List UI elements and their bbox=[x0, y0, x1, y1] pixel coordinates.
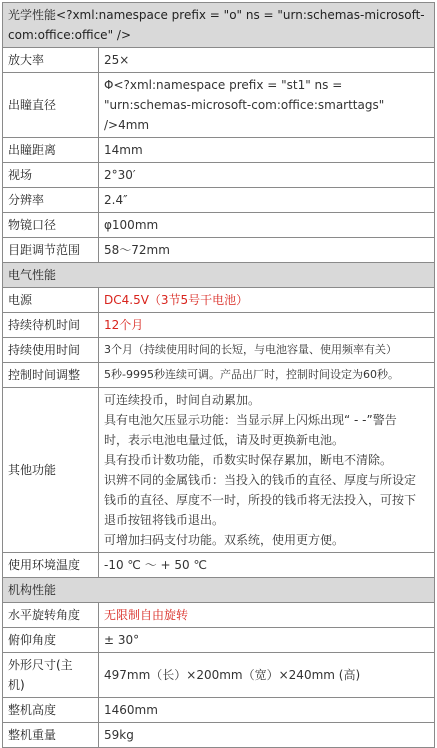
timer-value: 5秒-9995秒连续可调。产品出厂时，控制时间设定为60秒。 bbox=[99, 363, 435, 388]
power-value: DC4.5V（3节5号干电池） bbox=[99, 288, 435, 313]
temperature-value: -10 ℃ ～ + 50 ℃ bbox=[99, 553, 435, 578]
table-row-usage bbox=[3, 338, 435, 363]
table-row-magnification bbox=[3, 48, 435, 73]
magnification-label: 放大率 bbox=[3, 48, 99, 73]
dimensions-value: 497mm（长）×200mm（宽）×240mm (高) bbox=[99, 653, 435, 698]
focus-range-label: 目距调节范围 bbox=[3, 238, 99, 263]
table-row-objective bbox=[3, 213, 435, 238]
table-row-temperature bbox=[3, 553, 435, 578]
exit-pupil-value: Φ<?xml:namespace prefix = "st1" ns = "urn:schemas-microsoft-com:office:smarttags" />4mm bbox=[99, 73, 435, 138]
field-of-view-label: 视场 bbox=[3, 163, 99, 188]
rotation-value: 无限制自由旋转 bbox=[99, 603, 435, 628]
timer-label: 控制时间调整 bbox=[3, 363, 99, 388]
tilt-label: 俯仰角度 bbox=[3, 628, 99, 653]
weight-value: 59kg bbox=[99, 723, 435, 748]
other-functions-line: 可连续投币，时间自动累加。 bbox=[104, 393, 261, 407]
rotation-label: 水平旋转角度 bbox=[3, 603, 99, 628]
resolution-label: 分辨率 bbox=[3, 188, 99, 213]
other-functions-value bbox=[99, 388, 435, 553]
table-row-other-functions bbox=[3, 388, 435, 553]
section-optical-title: 光学性能 bbox=[8, 8, 57, 22]
table-row-focus-range bbox=[3, 238, 435, 263]
weight-label: 整机重量 bbox=[3, 723, 99, 748]
section-optical-row bbox=[3, 3, 435, 48]
height-value: 1460mm bbox=[99, 698, 435, 723]
other-functions-line: 退币按钮将钱币退出。 bbox=[104, 513, 225, 527]
focus-range-value: 58～72mm bbox=[99, 238, 435, 263]
usage-label: 持续使用时间 bbox=[3, 338, 99, 363]
height-label: 整机高度 bbox=[3, 698, 99, 723]
field-of-view-value: 2°30′ bbox=[99, 163, 435, 188]
section-optical-xml-artifact: <?xml:namespace prefix = "o" ns = "urn:schemas-microsoft-com:office:office" /> bbox=[8, 8, 425, 42]
table-row-rotation bbox=[3, 603, 435, 628]
table-row-weight bbox=[3, 723, 435, 748]
table-row-field-of-view bbox=[3, 163, 435, 188]
table-row-timer bbox=[3, 363, 435, 388]
other-functions-line: 可增加扫码支付功能。双系统，使用更方便。 bbox=[104, 533, 345, 547]
other-functions-line: 具有电池欠压显示功能：当显示屏上闪烁出现“ - -”警告 bbox=[104, 413, 397, 427]
eye-relief-value: 14mm bbox=[99, 138, 435, 163]
exit-pupil-label: 出瞳直径 bbox=[3, 73, 99, 138]
table-row-standby bbox=[3, 313, 435, 338]
table-row-power bbox=[3, 288, 435, 313]
section-electrical-title: 电气性能 bbox=[3, 263, 435, 288]
power-label: 电源 bbox=[3, 288, 99, 313]
table-row-exit-pupil bbox=[3, 73, 435, 138]
standby-value: 12个月 bbox=[99, 313, 435, 338]
usage-value: 3个月（持续使用时间的长短，与电池容量、使用频率有关） bbox=[99, 338, 435, 363]
other-functions-line: 钱币的直径、厚度不一时，所投的钱币将无法投入，可按下 bbox=[104, 493, 417, 507]
tilt-value: ± 30° bbox=[99, 628, 435, 653]
table-row-tilt bbox=[3, 628, 435, 653]
other-functions-label: 其他功能 bbox=[3, 388, 99, 553]
other-functions-line: 时，表示电池电量过低，请及时更换新电池。 bbox=[104, 433, 345, 447]
other-functions-line: 识辨不同的金属钱币：当投入的钱币的直径、厚度与所设定 bbox=[104, 473, 417, 487]
objective-value: φ100mm bbox=[99, 213, 435, 238]
dimensions-label-line: 机) bbox=[8, 678, 25, 692]
temperature-label: 使用环境温度 bbox=[3, 553, 99, 578]
other-functions-line: 具有投币计数功能，币数实时保存累加，断电不清除。 bbox=[104, 453, 393, 467]
table-row-dimensions bbox=[3, 653, 435, 698]
table-row-resolution bbox=[3, 188, 435, 213]
objective-label: 物镜口径 bbox=[3, 213, 99, 238]
resolution-value: 2.4″ bbox=[99, 188, 435, 213]
spec-sheet bbox=[2, 2, 434, 748]
section-mechanical-title: 机构性能 bbox=[3, 578, 435, 603]
dimensions-label-line: 外形尺寸(主 bbox=[8, 658, 73, 672]
eye-relief-label: 出瞳距离 bbox=[3, 138, 99, 163]
standby-label: 持续待机时间 bbox=[3, 313, 99, 338]
magnification-value: 25× bbox=[99, 48, 435, 73]
section-electrical-row bbox=[3, 263, 435, 288]
table-row-height bbox=[3, 698, 435, 723]
table-row-eye-relief bbox=[3, 138, 435, 163]
section-mechanical-row bbox=[3, 578, 435, 603]
spec-table bbox=[2, 2, 435, 748]
dimensions-label bbox=[3, 653, 99, 698]
section-optical-header bbox=[3, 3, 435, 48]
